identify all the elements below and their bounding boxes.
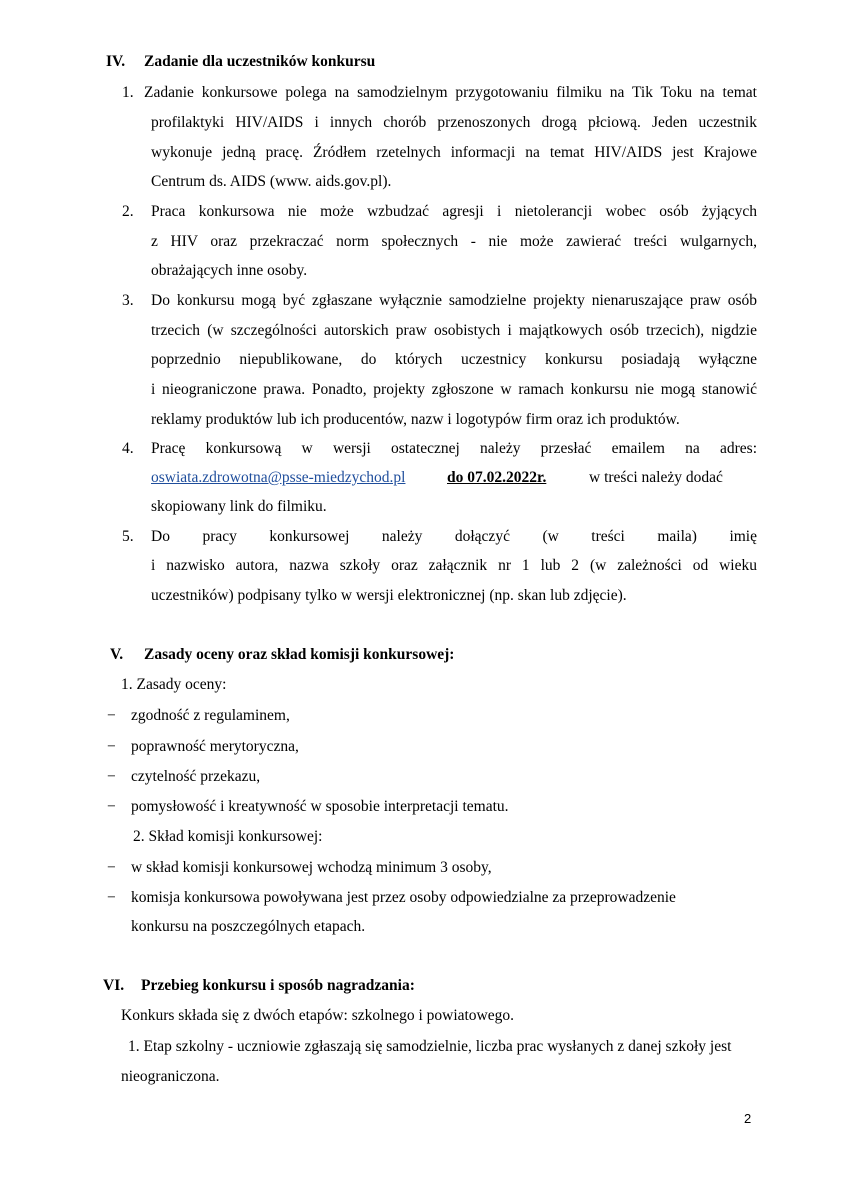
paragraph-line: 1. Etap szkolny - uczniowie zgłaszają się samodzielnie, liczba prac wysłanych z danej szkoły jest	[128, 1038, 732, 1055]
paragraph-line: obrażających inne osoby.	[151, 262, 308, 279]
subsection-heading: 2. Skład komisji konkursowej:	[133, 828, 323, 845]
paragraph-line: uczestników) podpisany tylko w wersji elektronicznej (np. skan lub zdjęcie).	[151, 587, 627, 604]
section-5-number: V.	[110, 646, 124, 663]
committee-item: w skład komisji konkursowej wchodzą minimum 3 osoby,	[131, 859, 492, 876]
bullet-dash: −	[107, 738, 116, 755]
criteria-item: zgodność z regulaminem,	[131, 707, 290, 724]
committee-item: konkursu na poszczególnych etapach.	[131, 918, 366, 935]
page-number: 2	[744, 1111, 752, 1126]
bullet-dash: −	[107, 768, 116, 785]
item-number: 5.	[122, 528, 134, 545]
criteria-item: czytelność przekazu,	[131, 768, 261, 785]
paragraph-line: reklamy produktów lub ich producentów, nazw i logotypów firm oraz ich produktów.	[151, 411, 680, 428]
paragraph-line: wykonuje jedną pracę. Źródłem rzetelnych informacji na temat HIV/AIDS jest Krajowe	[151, 144, 757, 161]
paragraph-line: nieograniczona.	[121, 1068, 220, 1085]
deadline-date: do 07.02.2022r.	[447, 469, 547, 486]
bullet-dash: −	[107, 707, 116, 724]
item-number: 1.	[122, 84, 134, 101]
paragraph-line: z HIV oraz przekraczać norm społecznych - nie może zawierać treści wulgarnych,	[151, 233, 757, 250]
paragraph-line: Zadanie konkursowe polega na samodzielnym przygotowaniu filmiku na Tik Toku na temat	[144, 84, 757, 101]
committee-item: komisja konkursowa powoływana jest przez osoby odpowiedzialne za przeprowadzenie	[131, 889, 676, 906]
paragraph-line: Pracę konkursową w wersji ostatecznej należy przesłać emailem na adres:	[151, 440, 757, 457]
paragraph-line: Do pracy konkursowej należy dołączyć (w treści maila) imię	[151, 528, 757, 545]
section-6-title: Przebieg konkursu i sposób nagradzania:	[141, 977, 415, 994]
paragraph-line: Centrum ds. AIDS (www. aids.gov.pl).	[151, 173, 392, 190]
bullet-dash: −	[107, 859, 116, 876]
criteria-item: pomysłowość i kreatywność w sposobie interpretacji tematu.	[131, 798, 509, 815]
item-number: 4.	[122, 440, 134, 457]
item-number: 3.	[122, 292, 134, 309]
paragraph-line: Praca konkursowa nie może wzbudzać agresji i nietolerancji wobec osób żyjących	[151, 203, 757, 220]
subsection-heading: 1. Zasady oceny:	[121, 676, 227, 693]
paragraph-line: trzecich (w szczególności autorskich praw osobistych i majątkowych osób trzecich), nigdzie	[151, 322, 757, 339]
section-6-number: VI.	[103, 977, 125, 994]
email-link[interactable]: oswiata.zdrowotna@psse-miedzychod.pl	[151, 469, 406, 486]
paragraph-line: i nieograniczone prawa. Ponadto, projekty zgłoszone w ramach konkursu nie mogą stanowić	[151, 381, 757, 398]
paragraph-line: Do konkursu mogą być zgłaszane wyłącznie samodzielne projekty nienaruszające praw osób	[151, 292, 757, 309]
bullet-dash: −	[107, 889, 116, 906]
section-4-number: IV.	[106, 53, 126, 70]
paragraph-line: i nazwisko autora, nazwa szkoły oraz załącznik nr 1 lub 2 (w zależności od wieku	[151, 557, 757, 574]
paragraph-line: skopiowany link do filmiku.	[151, 498, 327, 515]
paragraph-line: Konkurs składa się z dwóch etapów: szkolnego i powiatowego.	[121, 1007, 515, 1024]
bullet-dash: −	[107, 798, 116, 815]
item-number: 2.	[122, 203, 134, 220]
paragraph-line: poprzednio niepublikowane, do których uczestnicy konkursu posiadają wyłączne	[151, 351, 757, 368]
paragraph-line: w treści należy dodać	[589, 469, 723, 486]
paragraph-line: profilaktyki HIV/AIDS i innych chorób przenoszonych drogą płciową. Jeden uczestnik	[151, 114, 757, 131]
section-4-title: Zadanie dla uczestników konkursu	[144, 53, 376, 70]
criteria-item: poprawność merytoryczna,	[131, 738, 299, 755]
section-5-title: Zasady oceny oraz skład komisji konkursowej:	[144, 646, 455, 663]
